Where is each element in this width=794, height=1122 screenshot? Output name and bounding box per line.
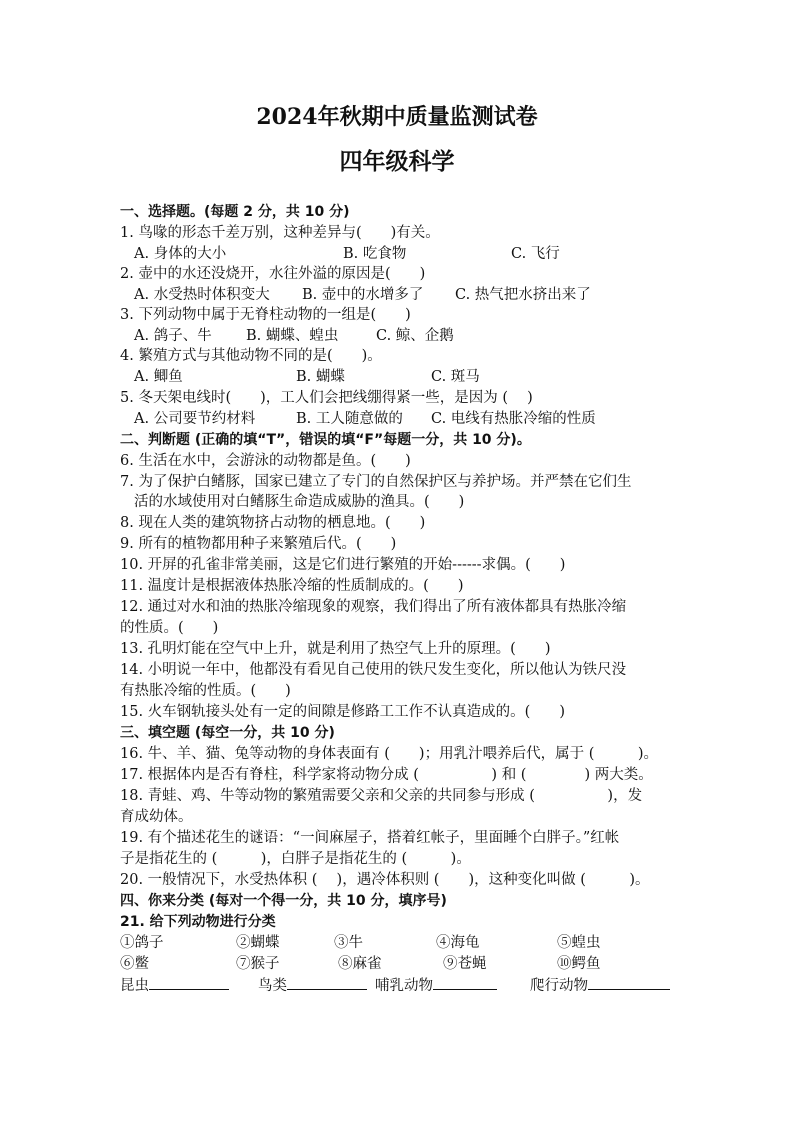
judge-line: 12. 通过对水和油的热胀冷缩现象的观察，我们得出了所有液体都具有热胀冷缩 [120, 599, 627, 615]
fill-line: 育成幼体。 [120, 809, 193, 825]
animal-item: ⑥鳖 [120, 956, 149, 972]
question-5-stem: 5. 冬天架电线时( )，工人们会把线绷得紧一些，是因为 ( ) [120, 390, 533, 406]
judge-line: 13. 孔明灯能在空气中上升，就是利用了热空气上升的原理。( ) [120, 641, 551, 657]
question-1-stem: 1. 鸟喙的形态千差万别，这种差异与( )有关。 [120, 225, 440, 241]
category-label: 哺乳动物 [375, 978, 433, 994]
q4-option-c: C. 斑马 [431, 369, 480, 385]
category-label: 鸟类 [258, 978, 287, 994]
category-insects [120, 975, 229, 996]
q4-option-b: B. 蝴蝶 [296, 369, 345, 385]
question-4-stem: 4. 繁殖方式与其他动物不同的是( )。 [120, 348, 382, 364]
judge-line: 11. 温度计是根据液体热胀冷缩的性质制成的。( ) [120, 578, 464, 594]
fill-line: 19. 有个描述花生的谜语：“一间麻屋子，搭着红帐子，里面睡个白胖子。”红帐 [120, 830, 620, 846]
fill-line: 20. 一般情况下，水受热体积 ( )，遇冷体积则 ( )，这种变化叫做 ( )。 [120, 872, 650, 888]
judge-line: 的性质。( ) [120, 620, 219, 636]
animal-item: ⑧麻雀 [338, 956, 382, 972]
category-birds [258, 975, 367, 996]
q5-option-a: A. 公司要节约材料 [134, 411, 256, 427]
q1-option-a: A. 身体的大小 [134, 246, 227, 262]
animal-item: ⑨苍蝇 [443, 956, 487, 972]
q4-option-a: A. 鲫鱼 [134, 369, 183, 385]
question-2-stem: 2. 壶中的水还没烧开，水往外溢的原因是( ) [120, 266, 426, 282]
question-3-stem: 3. 下列动物中属于无脊柱动物的一组是( ) [120, 307, 411, 323]
q3-option-a: A. 鸽子、牛 [134, 328, 212, 344]
q5-option-b: B. 工人随意做的 [296, 411, 403, 427]
answer-blank-mammals[interactable] [433, 975, 497, 990]
q5-option-c: C. 电线有热胀冷缩的性质 [431, 411, 596, 427]
judge-line: 有热胀冷缩的性质。( ) [120, 683, 291, 699]
fill-line: 子是指花生的 ( )，白胖子是指花生的 ( )。 [120, 851, 471, 867]
fill-line: 18. 青蛙、鸡、牛等动物的繁殖需要父亲和父亲的共同参与形成 ( )，发 [120, 788, 643, 804]
category-reptiles [530, 975, 670, 996]
animal-item: ①鸽子 [120, 935, 164, 951]
judge-line: 14. 小明说一年中，他都没有看见自己使用的铁尺发生变化，所以他认为铁尺没 [120, 662, 627, 678]
category-mammals [375, 975, 497, 996]
q2-option-c: C. 热气把水挤出来了 [455, 287, 591, 303]
q2-option-b: B. 壶中的水增多了 [302, 287, 424, 303]
section4-heading: 四、你来分类 (每对一个得一分，共 10 分，填序号) [120, 893, 447, 909]
category-label: 爬行动物 [530, 978, 588, 994]
fill-line: 17. 根据体内是否有脊柱，科学家将动物分成 ( ) 和 ( ) 两大类。 [120, 767, 653, 783]
judge-line: 7. 为了保护白鳍豚，国家已建立了专门的自然保护区与养护场。并严禁在它们生 [120, 474, 632, 490]
q3-option-c: C. 鲸、企鹅 [376, 328, 454, 344]
animal-item: ③牛 [334, 935, 363, 951]
animal-item: ②蝴蝶 [236, 935, 280, 951]
category-label: 昆虫 [120, 978, 149, 994]
answer-blank-insects[interactable] [149, 975, 229, 990]
section3-heading: 三、填空题 (每空一分，共 10 分) [120, 725, 335, 741]
question-21: 21. 给下列动物进行分类 [120, 914, 276, 930]
judge-line: 活的水域使用对白鳍豚生命造成威胁的渔具。( ) [134, 494, 465, 510]
animal-item: ⑦猴子 [236, 956, 280, 972]
judge-line: 6. 生活在水中，会游泳的动物都是鱼。( ) [120, 453, 411, 469]
q1-option-b: B. 吃食物 [343, 246, 407, 262]
section1-heading: 一、选择题。(每题 2 分，共 10 分) [120, 204, 350, 220]
animal-item: ⑤蝗虫 [557, 935, 601, 951]
q3-option-b: B. 蝴蝶、蝗虫 [246, 328, 339, 344]
fill-line: 16. 牛、羊、猫、兔等动物的身体表面有 ( )；用乳汁喂养后代，属于 ( )。 [120, 746, 659, 762]
exam-subtitle: 四年级科学 [339, 148, 455, 175]
section2-heading: 二、判断题 (正确的填“T”，错误的填“F”每题一分，共 10 分)。 [120, 432, 531, 448]
animal-item: ⑩鳄鱼 [557, 956, 601, 972]
judge-line: 8. 现在人类的建筑物挤占动物的栖息地。( ) [120, 515, 426, 531]
animal-item: ④海龟 [436, 935, 480, 951]
judge-line: 15. 火车钢轨接头处有一定的间隙是修路工工作不认真造成的。( ) [120, 704, 565, 720]
exam-title: 2024年秋期中质量监测试卷 [256, 104, 538, 130]
q1-option-c: C. 飞行 [511, 246, 560, 262]
judge-line: 10. 开屏的孔雀非常美丽，这是它们进行繁殖的开始------求偶。( ) [120, 557, 566, 573]
judge-line: 9. 所有的植物都用种子来繁殖后代。( ) [120, 536, 397, 552]
q2-option-a: A. 水受热时体积变大 [134, 287, 270, 303]
answer-blank-birds[interactable] [287, 975, 367, 990]
answer-blank-reptiles[interactable] [588, 975, 670, 990]
